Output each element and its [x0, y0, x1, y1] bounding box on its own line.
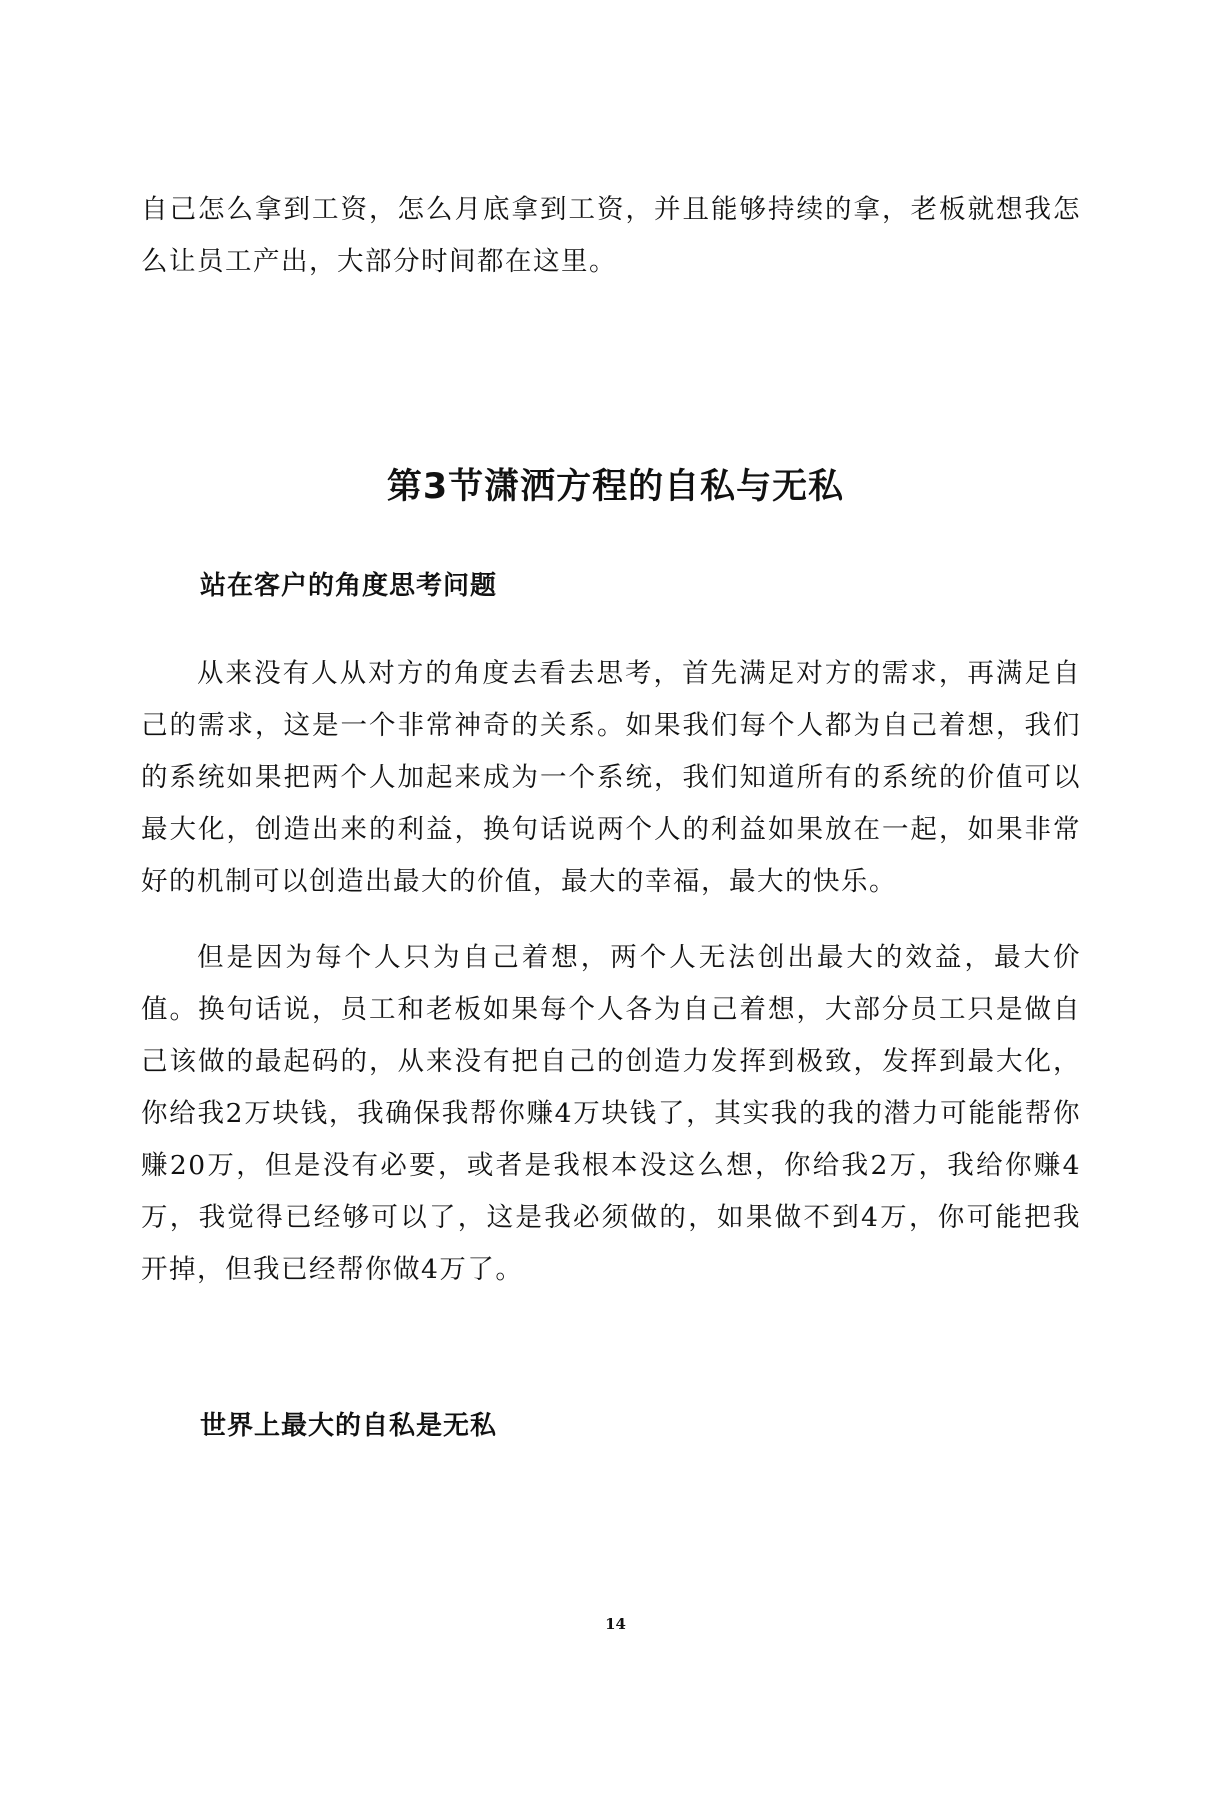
subsection-heading-selfless: 世界上最大的自私是无私 [200, 1411, 498, 1441]
subsection-heading-customer-perspective: 站在客户的角度思考问题 [200, 571, 498, 601]
section-title: 第3节潇洒方程的自私与无私 [386, 467, 845, 507]
intro-paragraph: 自己怎么拿到工资，怎么月底拿到工资，并且能够持续的拿，老板就想我怎么让员工产出，大部分时间都在这里。 [141, 194, 1081, 277]
body-paragraph-2: 但是因为每个人只为自己着想，两个人无法创出最大的效益，最大价值。换句话说，员工和老板如果每个人各为自己着想，大部分员工只是做自己该做的最起码的，从来没有把自己的创造力发挥到极致，发挥到最大化，你给我2万块钱，我确保我帮你赚4万块钱了，其实我的我的潜力可能能帮你赚20万，但是没有必要，或者是我根本没这么想，你给我2万，我给你赚4万，我觉得已经够可以了，这是我必须做的，如果做不到4万，你可能把我开掉，但我已经帮你做4万了。 [141, 942, 1081, 1285]
page-number: 14 [605, 1615, 626, 1633]
body-paragraph-1: 从来没有人从对方的角度去看去思考，首先满足对方的需求，再满足自己的需求，这是一个非常神奇的关系。如果我们每个人都为自己着想，我们的系统如果把两个人加起来成为一个系统，我们知道所有的系统的价值可以最大化，创造出来的利益，换句话说两个人的利益如果放在一起，如果非常好的机制可以创造出最大的价值，最大的幸福，最大的快乐。 [141, 658, 1081, 897]
